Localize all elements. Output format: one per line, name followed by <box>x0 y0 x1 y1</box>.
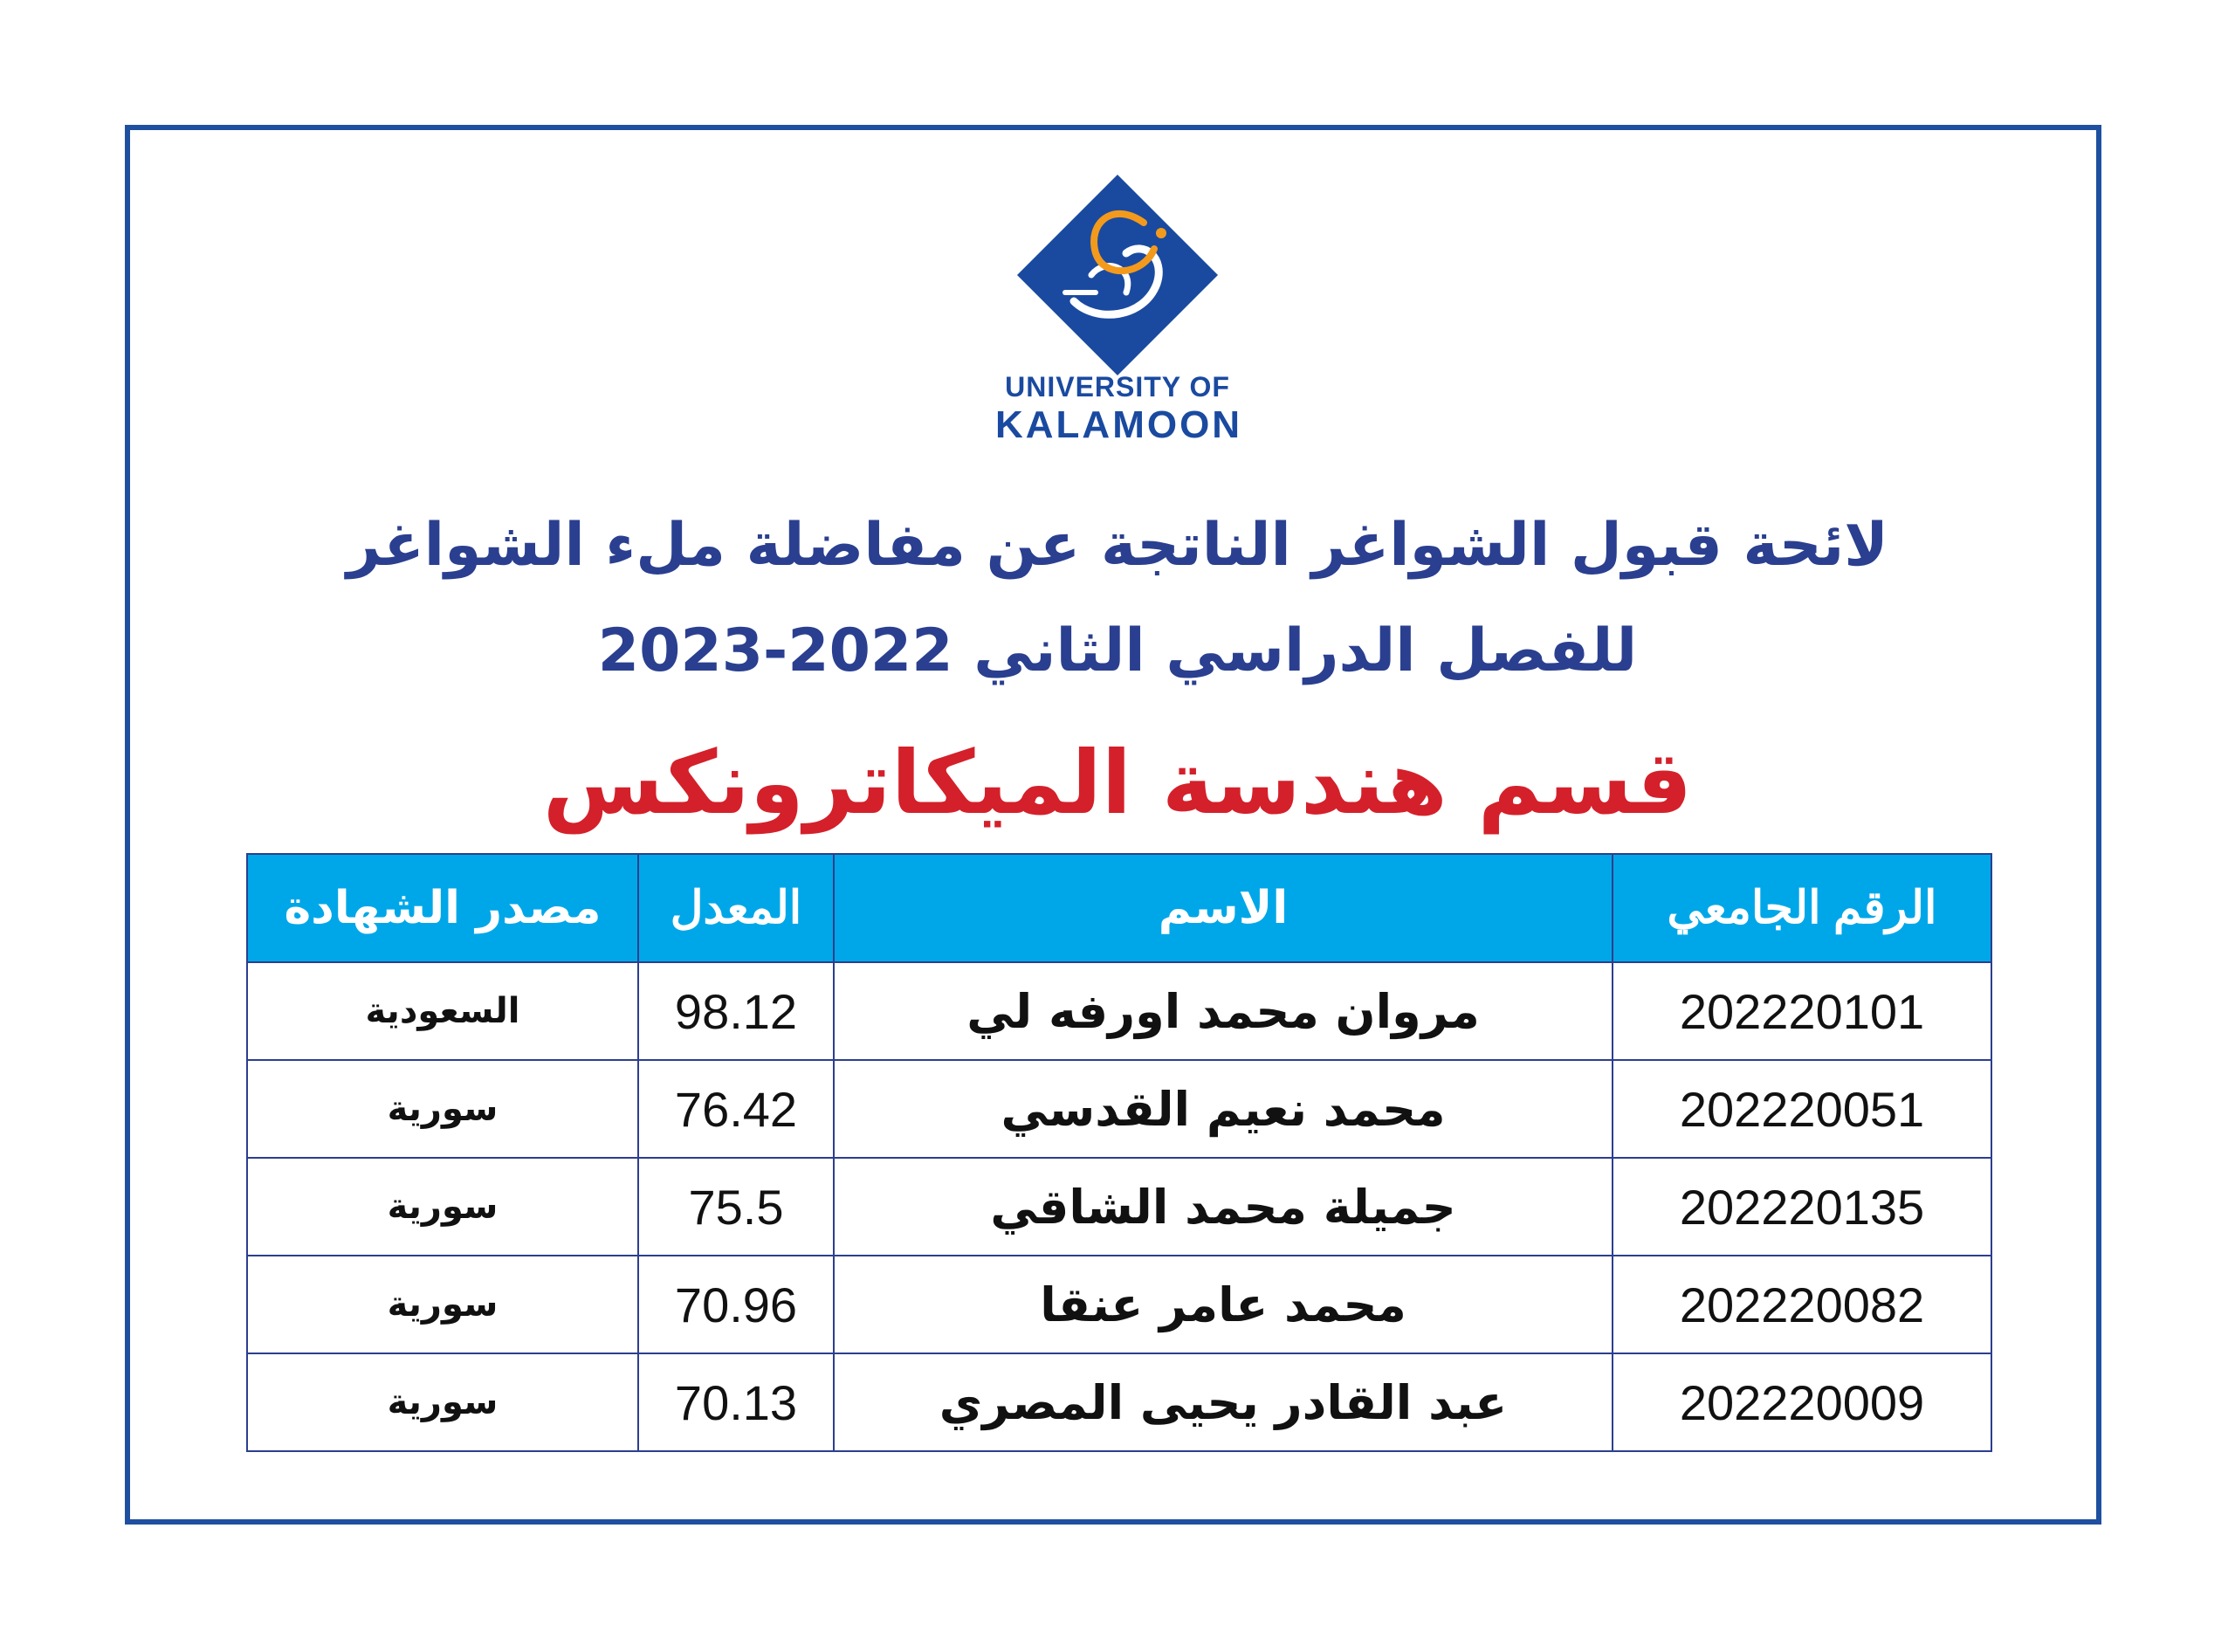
cell-average: 98.12 <box>638 962 834 1060</box>
cell-university-id: 202220009 <box>1613 1353 1991 1451</box>
cell-name: مروان محمد اورفه لي <box>834 962 1613 1060</box>
university-logo <box>995 170 1243 446</box>
cell-name: محمد نعيم القدسي <box>834 1060 1613 1158</box>
cell-certificate-source: سورية <box>247 1158 638 1256</box>
list-title: لائحة قبول الشواغر الناتجة عن مفاضلة ملء الشواغر <box>347 511 1888 580</box>
table-row <box>247 1256 1991 1353</box>
header-average: المعدل <box>638 854 834 962</box>
cell-university-id: 202220051 <box>1613 1060 1991 1158</box>
cell-certificate-source: سورية <box>247 1353 638 1451</box>
cell-name: جميلة محمد الشاقي <box>834 1158 1613 1256</box>
cell-name: عبد القادر يحيى المصري <box>834 1353 1613 1451</box>
header-certificate-source: مصدر الشهادة <box>247 854 638 962</box>
table-row <box>247 962 1991 1060</box>
cell-university-id: 202220082 <box>1613 1256 1991 1353</box>
cell-certificate-source: سورية <box>247 1060 638 1158</box>
cell-average: 75.5 <box>638 1158 834 1256</box>
cell-university-id: 202220135 <box>1613 1158 1991 1256</box>
logo-text-kalamoon: KALAMOON <box>995 403 1243 446</box>
admissions-table <box>246 853 1992 1452</box>
cell-average: 70.96 <box>638 1256 834 1353</box>
table-row <box>247 1353 1991 1451</box>
semester-subtitle: للفصل الدراسي الثاني 2022-2023 <box>597 616 1638 685</box>
table-row <box>247 1158 1991 1256</box>
cell-average: 76.42 <box>638 1060 834 1158</box>
logo-diamond-icon <box>1013 170 1222 380</box>
logo-text-university-of: UNIVERSITY OF <box>1005 371 1230 403</box>
department-title: قسم هندسة الميكاترونكس <box>542 732 1693 834</box>
header-university-id: الرقم الجامعي <box>1613 854 1991 962</box>
cell-average: 70.13 <box>638 1353 834 1451</box>
cell-certificate-source: السعودية <box>247 962 638 1060</box>
header-name: الاسم <box>834 854 1613 962</box>
cell-university-id: 202220101 <box>1613 962 1991 1060</box>
cell-name: محمد عامر عنقا <box>834 1256 1613 1353</box>
table-row <box>247 1060 1991 1158</box>
cell-certificate-source: سورية <box>247 1256 638 1353</box>
table-header-row <box>247 854 1991 962</box>
